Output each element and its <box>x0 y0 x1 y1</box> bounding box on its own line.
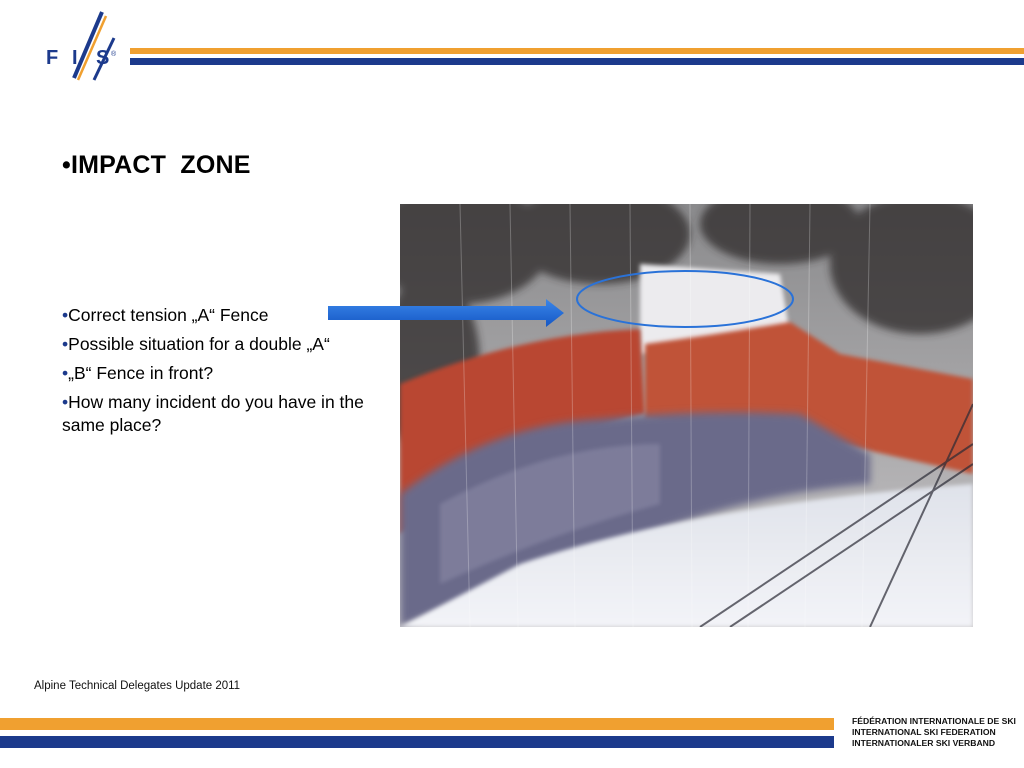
slide-heading: •IMPACT ZONE <box>62 151 251 179</box>
list-item: •Possible situation for a double „A“ <box>62 334 330 354</box>
svg-text:F: F <box>46 47 59 69</box>
svg-text:S: S <box>96 47 110 69</box>
footer-orange-stripe <box>0 718 834 730</box>
org-name-fr: FÉDÉRATION INTERNATIONALE DE SKI <box>852 716 1016 726</box>
arrow-pointer <box>326 298 566 328</box>
bullet-dot: • <box>62 334 69 354</box>
bullet-dot: • <box>62 305 69 325</box>
list-item: •Correct tension „A“ Fence <box>62 305 269 325</box>
header-blue-stripe <box>130 58 1024 65</box>
svg-text:I: I <box>72 47 78 69</box>
organization-names <box>852 716 1016 749</box>
impact-zone-photo <box>400 204 973 627</box>
footer-blue-stripe <box>0 736 834 748</box>
svg-text:®: ® <box>111 51 117 58</box>
bullet-dot: • <box>62 363 69 383</box>
org-name-en: INTERNATIONAL SKI FEDERATION <box>852 727 996 737</box>
list-item: •„B“ Fence in front? <box>62 363 214 383</box>
org-name-de: INTERNATIONALER SKI VERBAND <box>852 738 996 748</box>
fis-logo <box>44 8 120 84</box>
list-item: •How many incident do you have in the same place? <box>62 392 364 435</box>
header-orange-stripe <box>130 48 1024 54</box>
footer-caption: Alpine Technical Delegates Update 2011 <box>34 680 241 692</box>
bullet-dot: • <box>62 392 69 412</box>
